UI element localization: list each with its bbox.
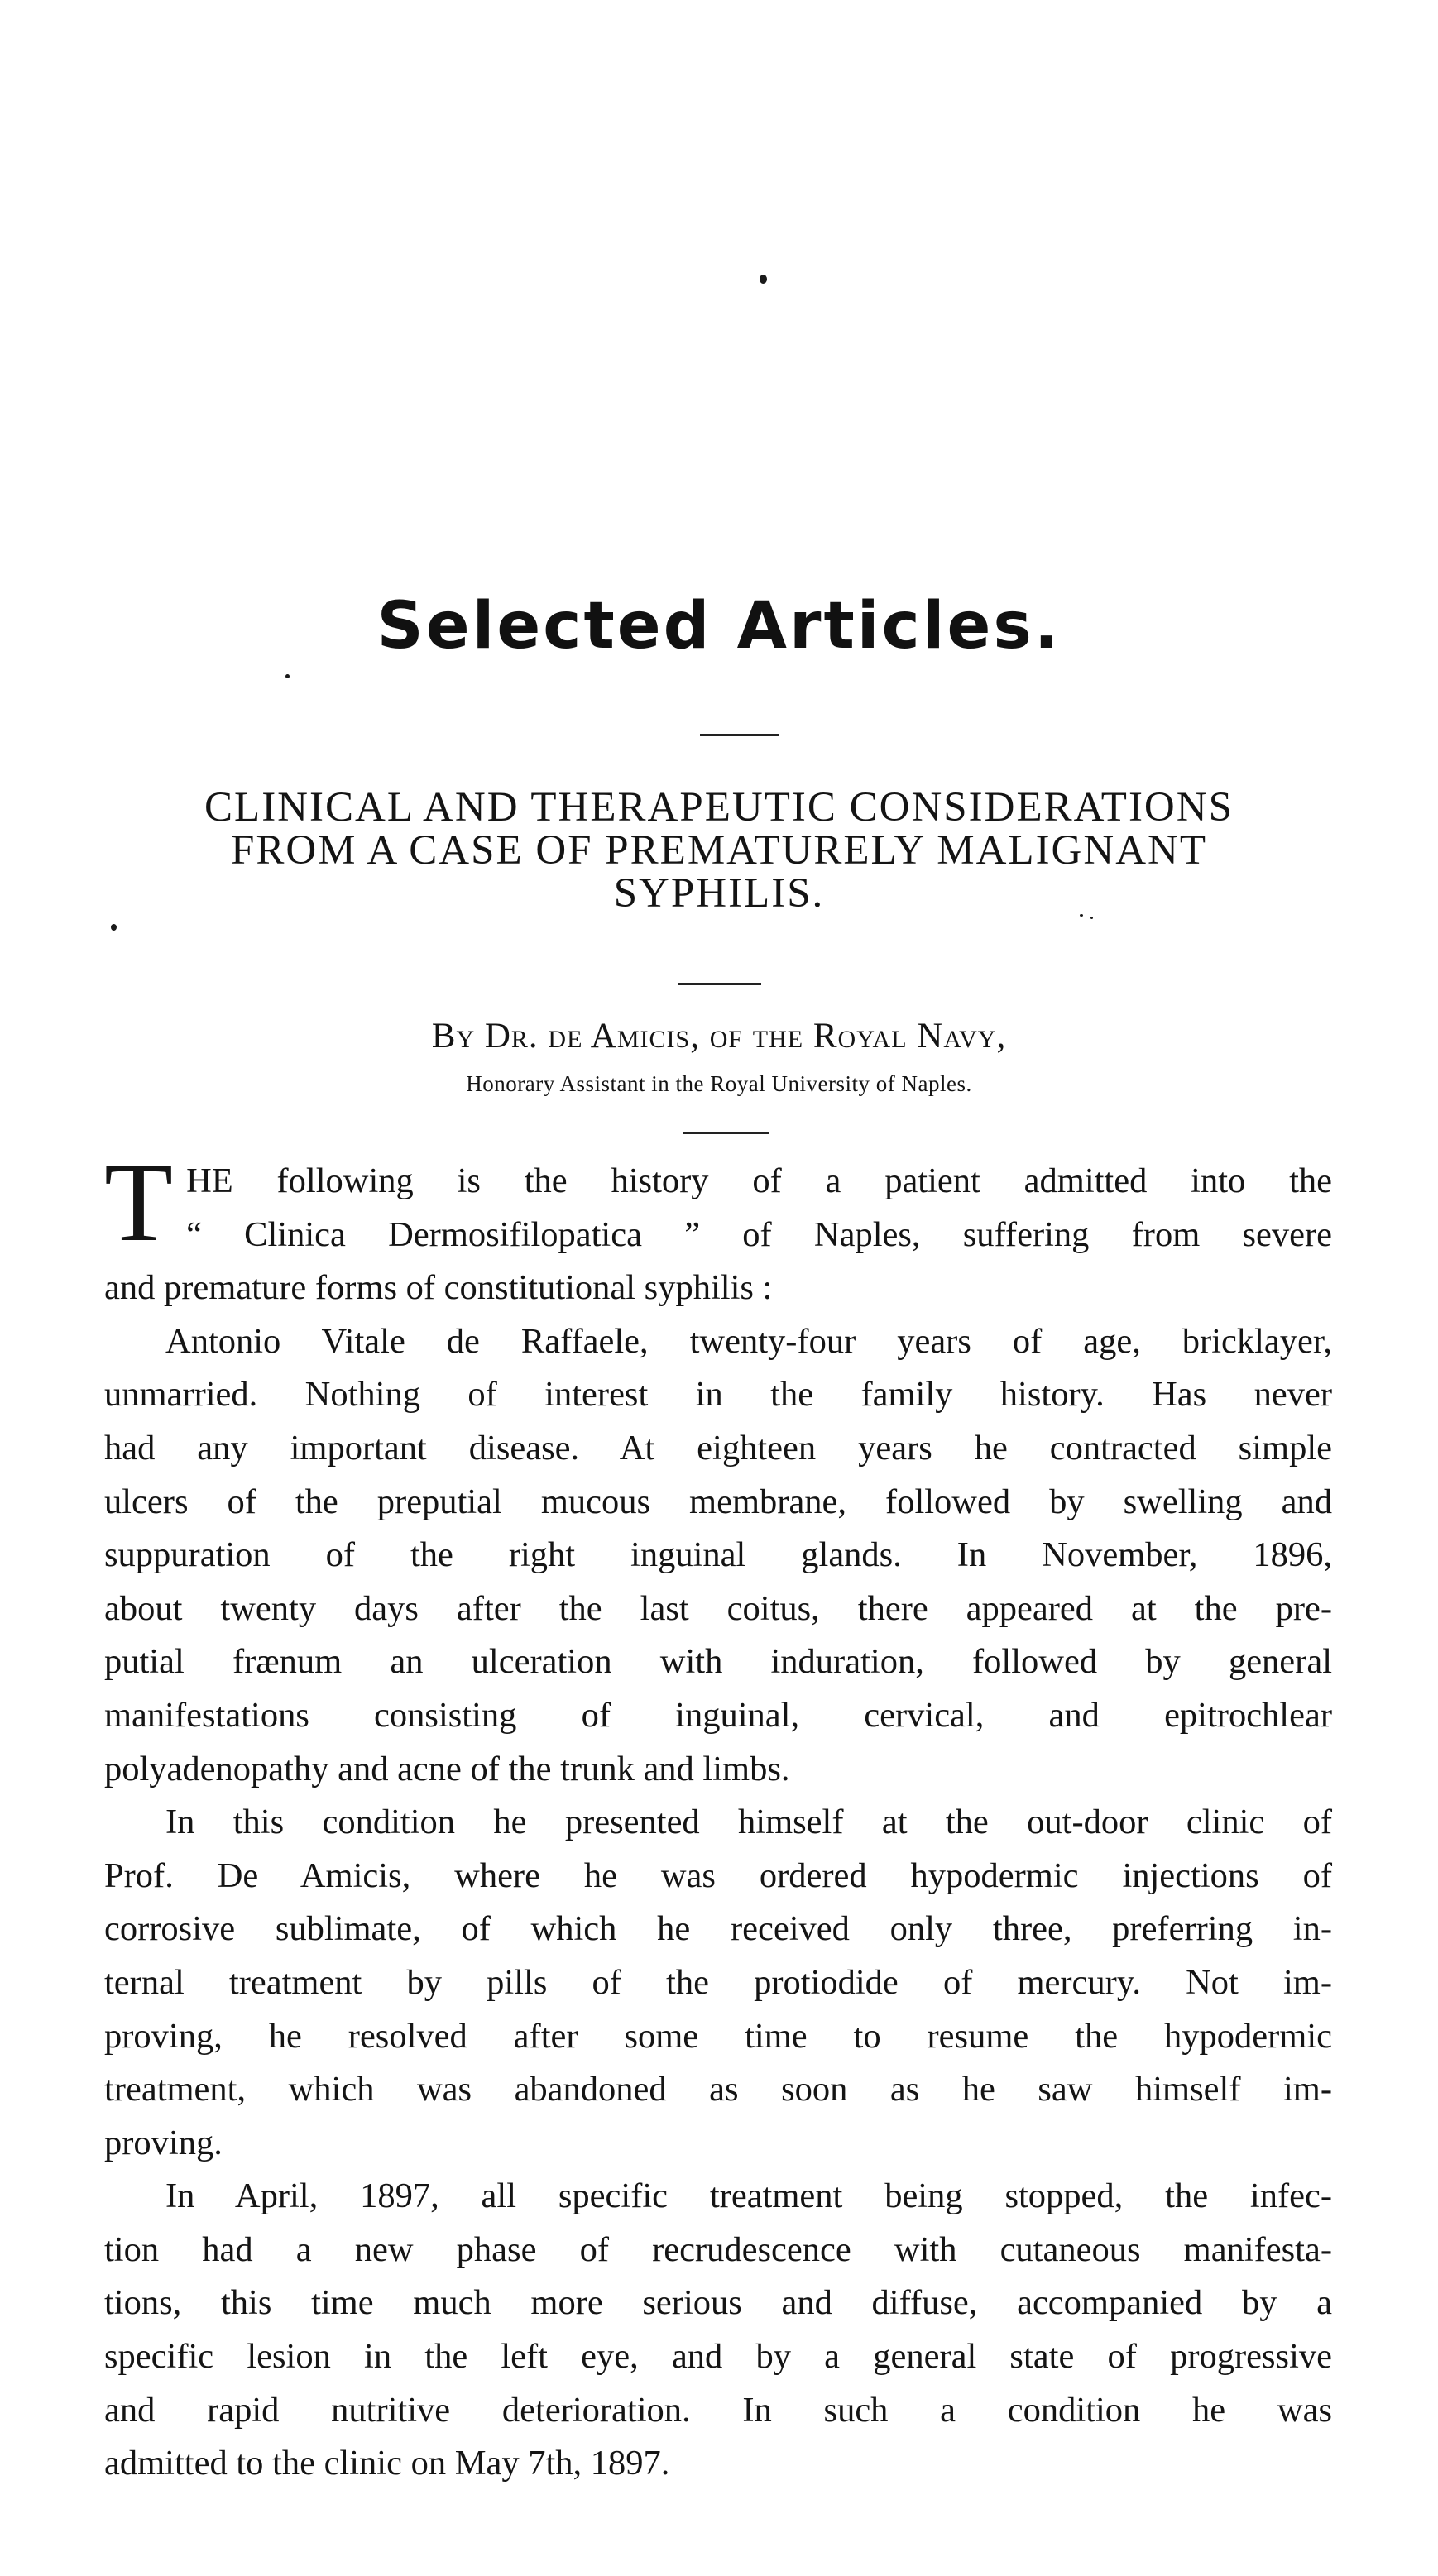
text-line: treatment, which was abandoned as soon as he saw himself im- [104, 2070, 1332, 2109]
article-title [108, 786, 1330, 915]
divider-rule [700, 734, 779, 736]
ink-speck [285, 674, 290, 678]
text-line: proving. [104, 2123, 223, 2162]
drop-cap: T [104, 1141, 174, 1265]
text-line: HE following is the history of a patient admitted into the [186, 1161, 1332, 1200]
ink-speck [1090, 917, 1093, 919]
paragraph [104, 1141, 1332, 1315]
article-body [104, 1141, 1332, 2491]
divider-rule [678, 983, 761, 985]
paragraph [104, 1796, 1332, 2170]
text-line: proving, he resolved after some time to resume the hypodermic [104, 2016, 1332, 2056]
text-line: specific lesion in the left eye, and by a general state of progressive [104, 2337, 1332, 2377]
divider-rule [683, 1132, 769, 1134]
text-line: suppuration of the right inguinal glands. In November, 1896, [104, 1535, 1332, 1575]
text-line: “ Clinica Dermosifilopatica ” of Naples, suffering from severe [186, 1214, 1332, 1254]
text-line: and premature forms of constitutional syphilis : [104, 1268, 773, 1308]
author-affiliation: Honorary Assistant in the Royal University of Naples. [466, 1071, 972, 1096]
text-line: ternal treatment by pills of the protiodide of mercury. Not im- [104, 1962, 1332, 2002]
article-title-line: CLINICAL AND THERAPEUTIC CONSIDERATIONS [204, 784, 1234, 831]
text-line: corrosive sublimate, of which he received only three, preferring in- [104, 1909, 1332, 1949]
text-line: putial frænum an ulceration with induration, followed by general [104, 1642, 1332, 1682]
text-line: had any important disease. At eighteen years he contracted simple [104, 1428, 1332, 1468]
text-line: admitted to the clinic on May 7th, 1897. [104, 2444, 670, 2483]
text-line: tions, this time much more serious and diffuse, accompanied by a [104, 2283, 1332, 2323]
article-title-line: FROM A CASE OF PREMATURELY MALIGNANT [230, 827, 1208, 874]
ink-speck [111, 924, 117, 931]
text-line: unmarried. Nothing of interest in the family history. Has never [104, 1375, 1332, 1415]
text-line: Prof. De Amicis, where he was ordered hypodermic injections of [104, 1855, 1332, 1895]
text-line: tion had a new phase of recrudescence with cutaneous manifesta- [104, 2229, 1332, 2269]
text-line: Antonio Vitale de Raffaele, twenty-four years of age, bricklayer, [165, 1321, 1332, 1361]
text-line: about twenty days after the last coitus, there appeared at the pre- [104, 1588, 1332, 1628]
article-title-line: SYPHILIS. [613, 870, 825, 917]
section-heading: Selected Articles. [376, 589, 1062, 663]
text-line: and rapid nutritive deterioration. In such a condition he was [104, 2390, 1332, 2430]
text-line: polyadenopathy and acne of the trunk and limbs. [104, 1749, 790, 1788]
paragraph [104, 1315, 1332, 1796]
text-line: In April, 1897, all specific treatment being stopped, the infec- [165, 2176, 1332, 2216]
text-line: manifestations consisting of inguinal, cervical, and epitrochlear [104, 1695, 1332, 1735]
text-line: In this condition he presented himself at the out-door clinic of [165, 1803, 1332, 1842]
paragraph [104, 2170, 1332, 2491]
ink-speck [760, 275, 767, 284]
author-byline: By Dr. de Amicis, of the Royal Navy, [431, 1017, 1007, 1056]
text-line: ulcers of the preputial mucous membrane, followed by swelling and [104, 1482, 1332, 1521]
